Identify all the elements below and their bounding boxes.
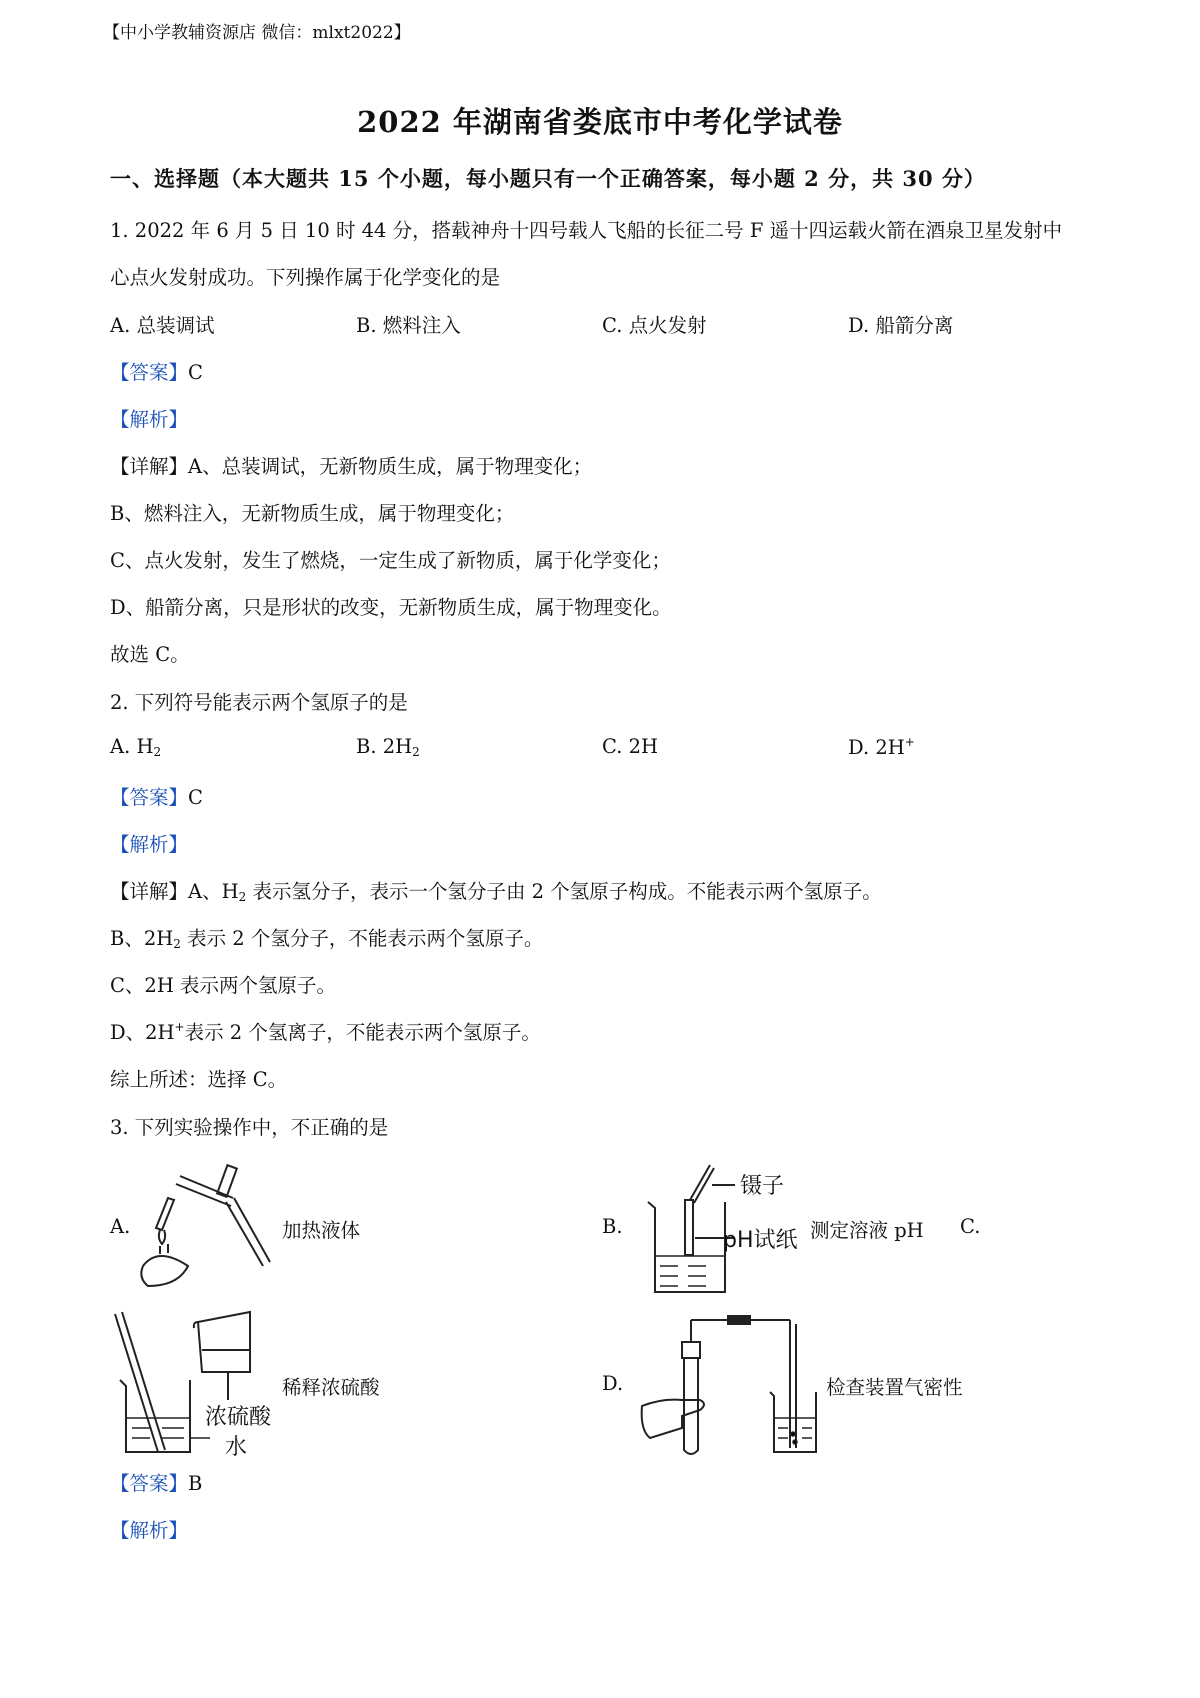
airtightness-figure (640, 1310, 825, 1460)
q1-option-d: D. 船箭分离 (848, 314, 954, 337)
q3-answer (110, 1468, 202, 1496)
detail-text: D、2H (110, 1021, 175, 1044)
ph-paper-label: pH试纸 (723, 1228, 798, 1253)
q1-option-c: C. 点火发射 (602, 314, 707, 337)
q2-option-b (356, 735, 420, 759)
answer-value: C (188, 361, 203, 384)
answer-tag: 【答案】 (110, 1472, 189, 1495)
q3-option-c-letter: C. (960, 1215, 981, 1238)
subscript: 2 (238, 890, 247, 904)
q3-analysis-tag: 【解析】 (110, 1519, 189, 1542)
q3-option-a-caption: 加热液体 (282, 1219, 361, 1242)
q3-option-d-letter: D. (602, 1372, 624, 1395)
answer-tag: 【答案】 (110, 361, 189, 384)
detail-tag: 【详解】 (110, 455, 189, 478)
detail-text: 表示氢分子，表示一个氢分子由 2 个氢原子构成。不能表示两个氢原子。 (246, 880, 882, 903)
q3-option-d-caption: 检查装置气密性 (826, 1376, 963, 1399)
q2-detail-line2 (110, 923, 543, 951)
detail-text: B、2H (110, 927, 174, 950)
q1-option-a: A. 总装调试 (110, 314, 215, 337)
q1-stem-line2: 心点火发射成功。下列操作属于化学变化的是 (110, 266, 501, 289)
option-text: B. 2H (356, 735, 413, 758)
superscript: + (904, 735, 915, 749)
q1-detail-line3: C、点火发射，发生了燃烧，一定生成了新物质，属于化学变化； (110, 549, 671, 572)
heating-liquid-figure (138, 1158, 273, 1293)
subscript: 2 (412, 745, 420, 759)
q3-option-b-caption: 测定溶液 pH (810, 1219, 924, 1242)
subscript: 2 (153, 745, 162, 759)
answer-tag: 【答案】 (110, 786, 189, 809)
q2-option-d (848, 735, 915, 759)
q2-summary: 综上所述：选择 C。 (110, 1068, 288, 1091)
q2-option-c: C. 2H (602, 735, 659, 758)
q2-detail-line1 (110, 876, 882, 904)
q1-detail-line1 (110, 451, 592, 479)
option-text: D. 2H (848, 736, 905, 759)
detail-text: A、总装调试，无新物质生成，属于物理变化； (188, 455, 593, 478)
q1-conclusion: 故选 C。 (110, 643, 190, 666)
detail-text: 表示 2 个氢离子，不能表示两个氢原子。 (184, 1021, 541, 1044)
q1-option-b: B. 燃料注入 (356, 314, 461, 337)
option-text: A. H (110, 735, 154, 758)
q2-option-a (110, 735, 161, 759)
q2-analysis-tag: 【解析】 (110, 833, 189, 856)
q3-option-c-caption: 稀释浓硫酸 (282, 1376, 380, 1399)
watermark-text: 【中小学教辅资源店 微信：mlxt2022】 (103, 23, 411, 43)
q2-detail-line4 (110, 1017, 541, 1045)
acid-label: 浓硫酸 (205, 1405, 272, 1430)
q1-detail-line2: B、燃料注入，无新物质生成，属于物理变化； (110, 502, 515, 525)
q1-stem-line1: 1. 2022 年 6 月 5 日 10 时 44 分，搭载神舟十四号载人飞船的长征二号 F 遥十四运载火箭在酒泉卫星发射中 (110, 219, 1063, 242)
detail-text: A、H (188, 880, 239, 903)
answer-value: C (188, 786, 203, 809)
tweezers-label: 镊子 (740, 1174, 785, 1199)
water-label: 水 (225, 1435, 248, 1460)
detail-text: 表示 2 个氢分子，不能表示两个氢原子。 (180, 927, 544, 950)
q2-detail-line3: C、2H 表示两个氢原子。 (110, 974, 337, 997)
q1-answer (110, 357, 203, 385)
q1-detail-line4: D、船箭分离，只是形状的改变，无新物质生成，属于物理变化。 (110, 596, 672, 619)
subscript: 2 (173, 937, 181, 951)
q3-option-b-letter: B. (602, 1215, 623, 1238)
detail-tag: 【详解】 (110, 880, 189, 903)
q2-stem: 2. 下列符号能表示两个氢原子的是 (110, 691, 408, 714)
superscript: + (174, 1020, 185, 1034)
q3-stem: 3. 下列实验操作中，不正确的是 (110, 1116, 389, 1139)
page-title: 2022 年湖南省娄底市中考化学试卷 (357, 105, 843, 139)
q1-analysis-tag: 【解析】 (110, 408, 189, 431)
section-heading: 一、选择题（本大题共 15 个小题，每小题只有一个正确答案，每小题 2 分，共 30 分） (110, 166, 986, 191)
answer-value: B (188, 1472, 203, 1495)
q2-answer (110, 782, 203, 810)
q3-option-a-letter: A. (110, 1215, 131, 1238)
